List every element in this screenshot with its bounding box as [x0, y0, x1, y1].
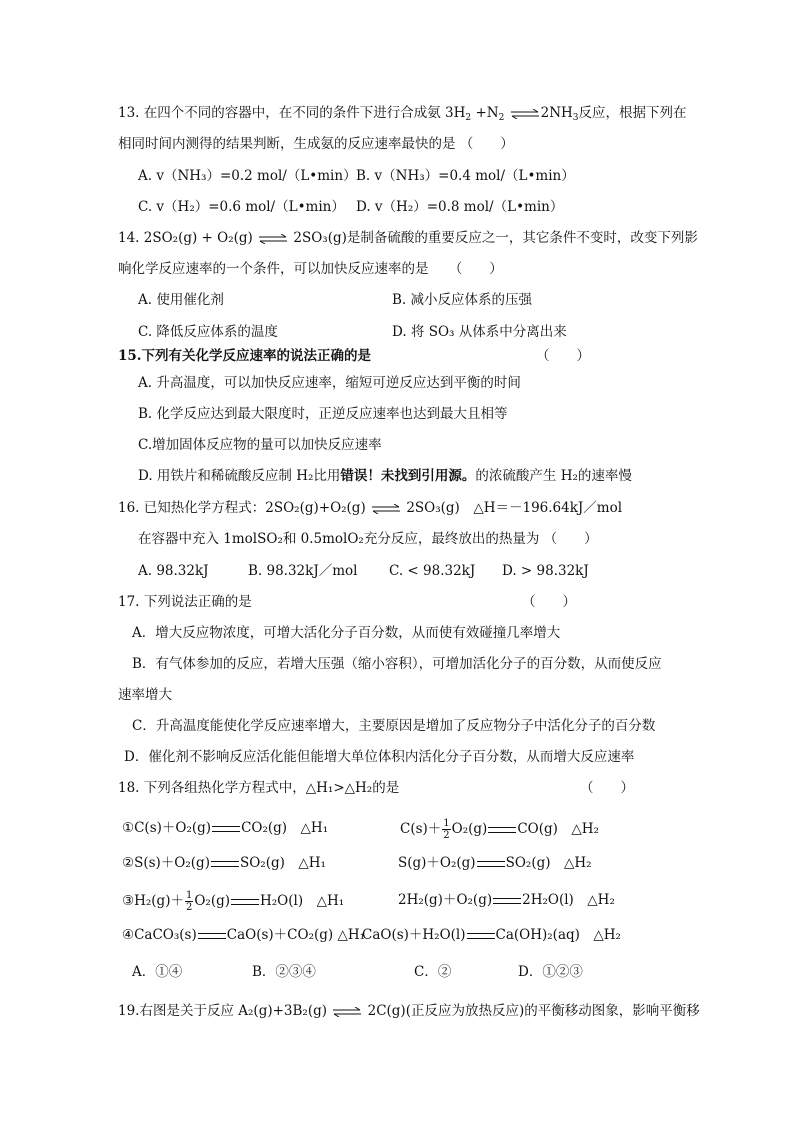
q18-option-b: B．②③④: [252, 964, 316, 980]
q17-option-a: A．增大反应物浓度，可增大活化分子百分数，从而使有效碰撞几率增大: [132, 625, 561, 641]
equals-arrow-icon: [211, 861, 239, 867]
q18-option-a: A．①④: [132, 964, 183, 980]
reversible-arrow-icon: [510, 109, 540, 119]
equals-arrow-icon: [493, 898, 521, 904]
q17-title: 17. 下列说法正确的是: [118, 594, 252, 610]
q18-row2-left: ②S(s)＋O₂(g) SO₂(g) △H₁: [122, 855, 326, 871]
q17-option-c: C．升高温度能使化学反应速率增大，主要原因是增加了反应物分子中活化分子的百分数: [132, 718, 656, 734]
q18-title: 18. 下列各组热化学方程式中，△H₁>△H₂的是: [118, 780, 400, 796]
q15-option-c: C.增加固体反应物的量可以加快反应速率: [138, 437, 382, 453]
q15-option-a: A. 升高温度，可以加快反应速率，缩短可逆反应达到平衡的时间: [138, 375, 521, 391]
fraction: $\frac{1}{2}$: [185, 890, 193, 913]
q17-option-b-line1: B．有气体参加的反应，若增大压强（缩小容积），可增加活化分子的百分数，从而使反应: [132, 656, 662, 672]
q16-line2: 在容器中充入 1molSO₂和 0.5molO₂充分反应，最终放出的热量为 （ ）: [138, 531, 598, 547]
q19-line1: 19.右图是关于反应 A₂(g)+3B₂(g) 2C(g)(正反应为放热反应)的平衡移动图象，影响平衡移: [118, 1003, 700, 1019]
q14-option-a: A. 使用催化剂: [138, 292, 224, 308]
q18-option-c: C．②: [414, 964, 452, 980]
q14-line2: 响化学反应速率的一个条件，可以加快反应速率的是 （ ）: [118, 261, 503, 277]
reversible-arrow-icon: [332, 1007, 362, 1017]
q16-option-a: A. 98.32kJ: [138, 563, 209, 579]
q16-option-c: C. < 98.32kJ: [389, 563, 476, 579]
q18-row1-left: ①C(s)＋O₂(g) CO₂(g) △H₁: [122, 820, 329, 836]
q18-row1-right: C(s)＋ $\frac{1}{2}$ O₂(g) CO(g) △H₂: [400, 818, 599, 841]
equals-arrow-icon: [231, 899, 259, 905]
q18-row2-right: S(g)＋O₂(g) SO₂(g) △H₂: [398, 855, 592, 871]
equals-arrow-icon: [488, 827, 516, 833]
q14-line1: 14. 2SO₂(g) + O₂(g) 2SO₃(g)是制备硫酸的重要反应之一，其它条件不变时，改变下列影: [118, 230, 698, 246]
q18-row4-right: CaO(s)＋H₂O(l) Ca(OH)₂(aq) △H₂: [362, 927, 621, 943]
reversible-arrow-icon: [371, 504, 401, 514]
q13-option-b: B. v（NH₃）=0.4 mol/（L•min）: [356, 168, 575, 184]
q14-option-b: B. 减小反应体系的压强: [392, 292, 533, 308]
q16-option-d: D. > 98.32kJ: [502, 563, 589, 579]
q13-option-d: D. v（H₂）=0.8 mol/（L•min）: [356, 199, 564, 215]
equals-arrow-icon: [198, 933, 226, 939]
q18-row4-left: ④CaCO₃(s) CaO(s)＋CO₂(g) △H₁: [122, 927, 366, 943]
reference-error-text: 错误！未找到引用源。: [340, 468, 476, 484]
q15-option-b: B. 化学反应达到最大限度时，正逆反应速率也达到最大且相等: [138, 406, 508, 422]
equals-arrow-icon: [477, 861, 505, 867]
q17-option-b-line2: 速率增大: [118, 687, 172, 703]
q15-option-d: D. 用铁片和稀硫酸反应制 H₂比用错误！未找到引用源。的浓硫酸产生 H₂的速率慢: [138, 468, 632, 484]
reversible-arrow-icon: [258, 234, 288, 244]
q14-option-d: D. 将 SO₃ 从体系中分离出来: [392, 324, 567, 340]
q15-title: 15.下列有关化学反应速率的说法正确的是: [118, 348, 371, 364]
equals-arrow-icon: [467, 933, 495, 939]
equals-arrow-icon: [212, 826, 240, 832]
q14-option-c: C. 降低反应体系的温度: [138, 324, 278, 340]
q17-answer-paren: （ ）: [522, 594, 576, 610]
q13-option-a: A. v（NH₃）=0.2 mol/（L•min）: [138, 168, 357, 184]
q18-option-d: D．①②③: [518, 964, 583, 980]
q15-answer-paren: （ ）: [536, 348, 590, 364]
q16-line1: 16. 已知热化学方程式：2SO₂(g)+O₂(g) 2SO₃(g) △H＝－196.64kJ／mol: [118, 500, 623, 516]
fraction: $\frac{1}{2}$: [443, 818, 450, 841]
q13-option-c: C. v（H₂）=0.6 mol/（L•min）: [138, 199, 345, 215]
q18-row3-right: 2H₂(g)＋O₂(g) 2H₂O(l) △H₂: [398, 892, 615, 908]
q13-line2: 相同时间内测得的结果判断，生成氨的反应速率最快的是 （ ）: [118, 136, 514, 152]
q18-row3-left: ③H₂(g)＋ $\frac{1}{2}$ O₂(g) H₂O(l) △H₁: [122, 890, 345, 913]
q17-option-d: D．催化剂不影响反应活化能但能增大单位体积内活化分子百分数，从而增大反应速率: [124, 749, 635, 765]
q13-line1: 13. 在四个不同的容器中，在不同的条件下进行合成氨 $3H_2 +N_2$ $2NH_3$反应，根据下列在: [118, 105, 687, 123]
q18-answer-paren: （ ）: [580, 780, 634, 796]
q16-option-b: B. 98.32kJ／mol: [248, 563, 358, 579]
